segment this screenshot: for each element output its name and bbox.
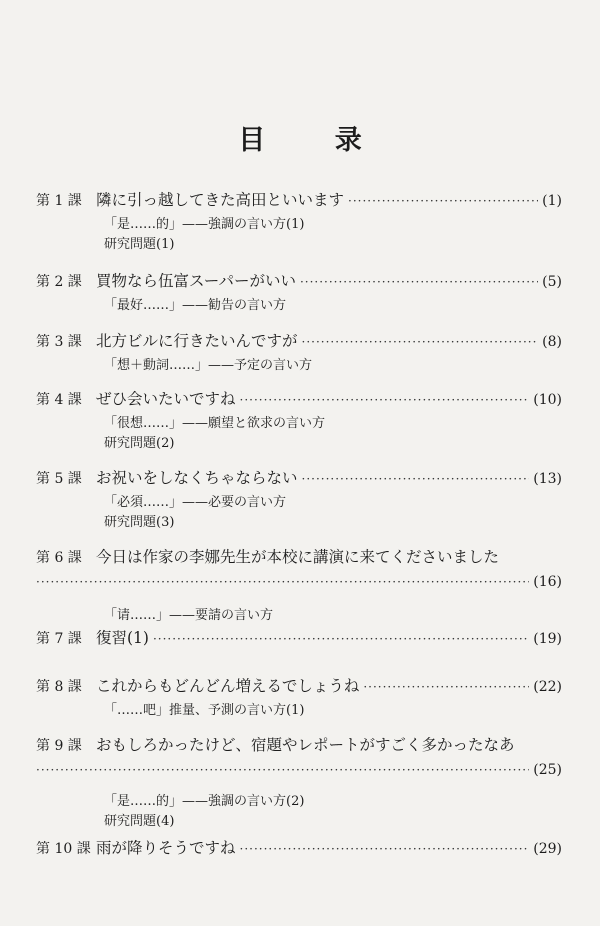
subtopic: 「必須……」——必要の言い方	[104, 495, 287, 510]
leader-dots	[153, 629, 529, 649]
subtopic: 研究問題(1)	[104, 237, 175, 252]
page-title: 目 录	[238, 125, 392, 156]
lesson-number: 第 2 課	[36, 274, 82, 290]
subtopic: 「是……的」——強調の言い方(1)	[104, 217, 305, 232]
toc-entry-lesson-2[interactable]	[36, 271, 562, 316]
lesson-title: おもしろかったけど、宿題やレポートがすごく多かったなあ	[96, 736, 515, 754]
page-number: (16)	[533, 574, 562, 590]
lesson-number: 第 3 課	[36, 334, 82, 350]
page-number: (10)	[533, 392, 562, 408]
lesson-title: ぜひ会いたいですね	[96, 390, 236, 408]
toc-entry-lesson-4[interactable]	[36, 389, 562, 454]
subtopic: 「想＋動詞……」——予定の言い方	[104, 358, 313, 373]
page-number: (19)	[533, 631, 562, 647]
lesson-number: 第 6 課	[36, 550, 82, 566]
leader-dots	[348, 191, 538, 211]
lesson-title: 今日は作家の李娜先生が本校に講演に来てくださいました	[96, 548, 500, 566]
subtopic: 「最好……」——勧告の言い方	[104, 298, 287, 313]
page-number: (22)	[533, 679, 562, 695]
lesson-title: 買物なら伍富スーパーがいい	[96, 272, 296, 290]
subtopic: 「很想……」——願望と欲求の言い方	[104, 416, 326, 431]
page-number: (29)	[533, 841, 562, 857]
leader-dots	[36, 572, 529, 592]
lesson-title: 隣に引っ越してきた高田といいます	[96, 191, 345, 209]
lesson-title: 復習(1)	[96, 629, 149, 647]
subtopic: 研究問題(2)	[104, 436, 175, 451]
lesson-number: 第 8 課	[36, 679, 82, 695]
page-number: (1)	[542, 193, 562, 209]
toc-entry-lesson-3[interactable]	[36, 331, 562, 376]
leader-dots	[363, 677, 529, 697]
subtopic: 「请……」——要請の言い方	[104, 608, 274, 623]
lesson-number: 第 9 課	[36, 738, 82, 754]
lesson-title: 雨が降りそうですね	[96, 839, 236, 857]
lesson-number: 第 7 課	[36, 631, 82, 647]
lesson-title: 北方ビルに行きたいんですが	[96, 332, 298, 350]
page-number: (8)	[542, 334, 562, 350]
page-number: (25)	[533, 762, 562, 778]
toc-entry-lesson-5[interactable]	[36, 468, 562, 533]
toc-entry-lesson-9[interactable]	[36, 735, 562, 832]
leader-dots	[240, 839, 530, 859]
lesson-number: 第 4 課	[36, 392, 82, 408]
leader-dots	[302, 469, 530, 489]
lesson-number: 第 1 課	[36, 193, 82, 209]
leader-dots	[36, 760, 529, 780]
toc-entry-lesson-7[interactable]	[36, 628, 562, 649]
page-number: (5)	[542, 274, 562, 290]
toc-entry-lesson-6[interactable]	[36, 547, 562, 626]
lesson-number: 第 10 課	[36, 841, 91, 857]
leader-dots	[300, 272, 538, 292]
subtopic: 「……吧」推量、予測の言い方(1)	[104, 703, 305, 718]
page-number: (13)	[533, 471, 562, 487]
leader-dots	[240, 390, 530, 410]
toc-entry-lesson-8[interactable]	[36, 676, 562, 721]
lesson-title: お祝いをしなくちゃならない	[96, 469, 298, 487]
lesson-number: 第 5 課	[36, 471, 82, 487]
toc-entry-lesson-1[interactable]	[36, 190, 562, 255]
leader-dots	[302, 332, 539, 352]
subtopic: 「是……的」——強調の言い方(2)	[104, 794, 305, 809]
toc-entry-lesson-10[interactable]	[36, 838, 562, 859]
subtopic: 研究問題(3)	[104, 515, 175, 530]
lesson-title: これからもどんどん増えるでしょうね	[96, 677, 360, 695]
subtopic: 研究問題(4)	[104, 814, 175, 829]
